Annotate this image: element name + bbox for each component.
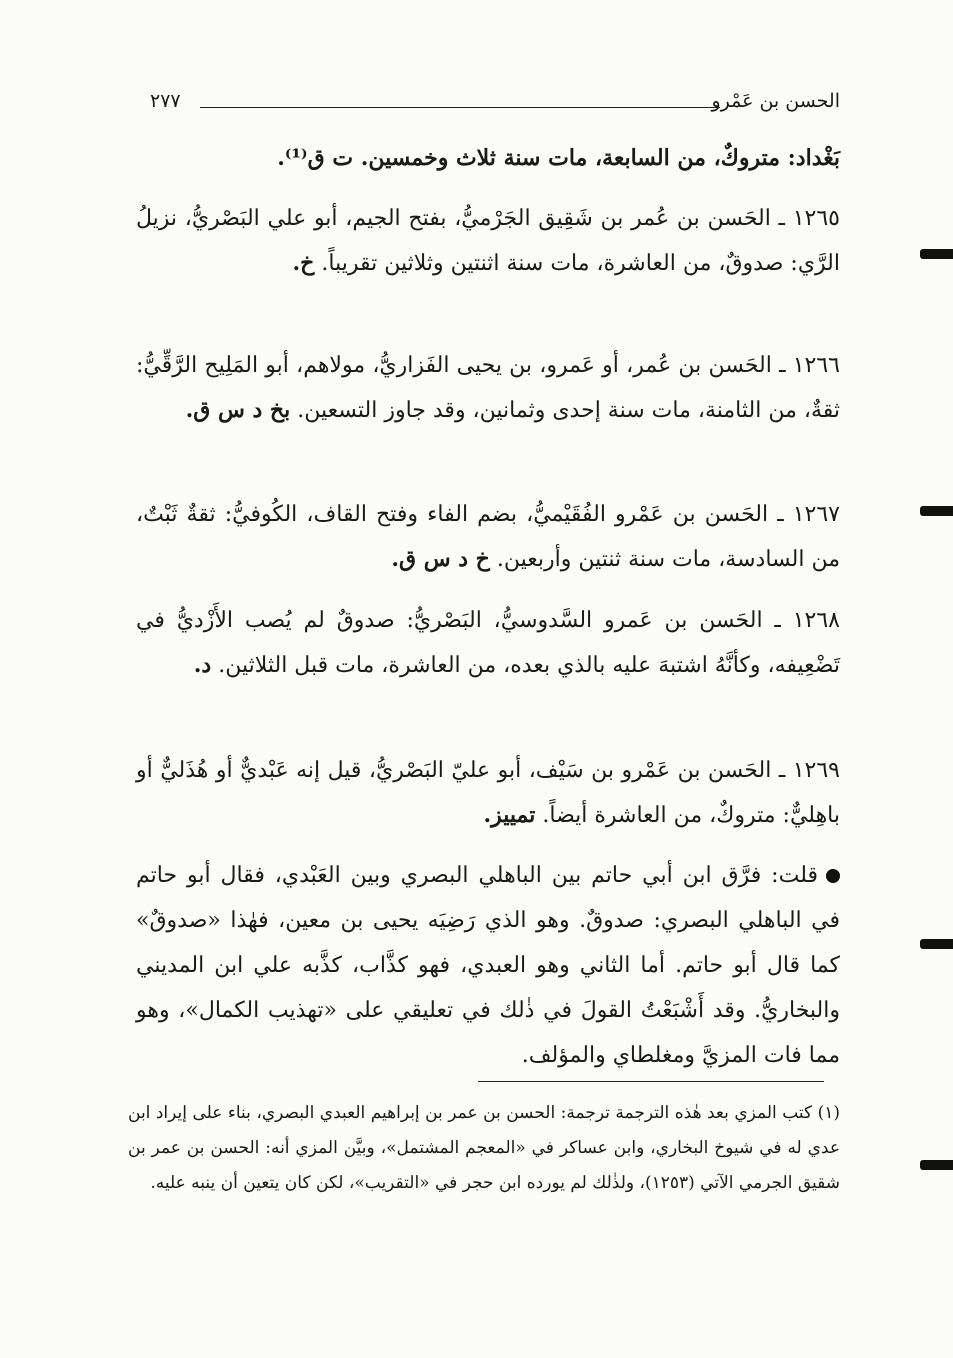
note-text: قلت: فرَّق ابن أبي حاتم بين الباهلي البصري وبين العَبْدي، فقال أبو حاتم في الباهلي البصري: صدوقٌ. وهو الذي رَضِيَه يحيى بن معين، فهٰذا «صدوقٌ» كما قال أبو حاتم. أما الثاني وهو العبدي، فهو كذَّاب، كذَّبه علي ابن المديني والبخاريُّ. وقد أَشْبَعْتُ القولَ في ذٰلك في تعليقي على «تهذيب الكمال»، وهو مما فات المزيَّ ومغلطاي والمؤلف. (136, 863, 840, 1068)
header-title: الحسن بن عَمْرو (711, 90, 840, 112)
continuation-line: بَغْداد: متروكٌ، من السابعة، مات سنة ثلاث وخمسين. ت ق⁽¹⁾. (277, 145, 840, 171)
entry-text: ١٢٦٦ ـ الحَسن بن عُمر، أو عَمرو، بن يحيى الفَزاريُّ، مولاهم، أبو المَلِيح الرَّقِّيُّ: ثقةٌ، من الثامنة، مات سنة إحدى وثمانين، وقد جاوز التسعين. (136, 353, 840, 423)
entry-sigla: تمييز. (483, 802, 536, 828)
entry-1268 (136, 598, 840, 688)
margin-tab-mark (920, 939, 953, 949)
entry-text: ١٢٦٧ ـ الحَسن بن عَمْرو الفُقَيْميُّ، بضم الفاء وفتح القاف، الكُوفيُّ: ثقةٌ ثَبْتٌ، من السادسة، مات سنة ثنتين وأربعين. (136, 502, 840, 572)
entry-text: ١٢٦٥ ـ الحَسن بن عُمر بن شَقِيق الجَرْميُّ، بفتح الجيم، أبو علي البَصْريُّ، نزيلُ الرَّي: صدوقٌ، من العاشرة، مات سنة اثنتين وثلاثين تقريباً. (136, 206, 840, 276)
entry-1267 (136, 492, 840, 582)
entry-text: ١٢٦٨ ـ الحَسن بن عَمرو السَّدوسيُّ، البَصْريُّ: صدوقٌ لم يُصب الأَزْديُّ في تَضْعِيفه، وكأنَّهُ اشتبهَ عليه بالذي بعده، من العاشرة، مات قبل الثلاثين. (136, 608, 840, 678)
entry-sigla: د. (193, 652, 212, 678)
running-header (150, 90, 840, 120)
entry-1269 (136, 748, 840, 838)
entry-sigla: خ. (292, 250, 315, 276)
bullet-icon (826, 869, 840, 883)
header-rule (200, 107, 720, 108)
footnote: (١) كتب المزي بعد هٰذه الترجمة ترجمة: الحسن بن عمر بن إبراهيم العبدي البصري، بناء على إيراد ابن عدي له في شيوخ البخاري، وابن عساكر في «المعجم المشتمل»، وبيَّن المزي أنه: الحسن بن عمر بن شقيق الجرمي الآتي (١٢٥٣)، ولذٰلك لم يورده ابن حجر في «التقريب»، لكن كان يتعين أن ينبه عليه. (128, 1103, 840, 1193)
margin-tab-mark (920, 249, 953, 259)
entry-sigla: خ د س ق. (391, 546, 490, 572)
editor-note (136, 853, 840, 1078)
entry-1266 (136, 343, 840, 433)
entry-sigla: بخ د س ق. (185, 397, 291, 423)
footnote-rule (478, 1081, 824, 1082)
margin-tab-mark (920, 1160, 953, 1170)
page-number: ٢٧٧ (150, 90, 181, 112)
margin-tab-mark (920, 506, 953, 516)
entry-1265 (136, 196, 840, 286)
entry-text: ١٢٦٩ ـ الحَسن بن عَمْرو بن سَيْف، أبو عليّ البَصْريُّ، قيل إنه عَبْديٌّ أو هُذَليٌّ أو باهِليٌّ: متروكٌ، من العاشرة أيضاً. (136, 758, 840, 828)
